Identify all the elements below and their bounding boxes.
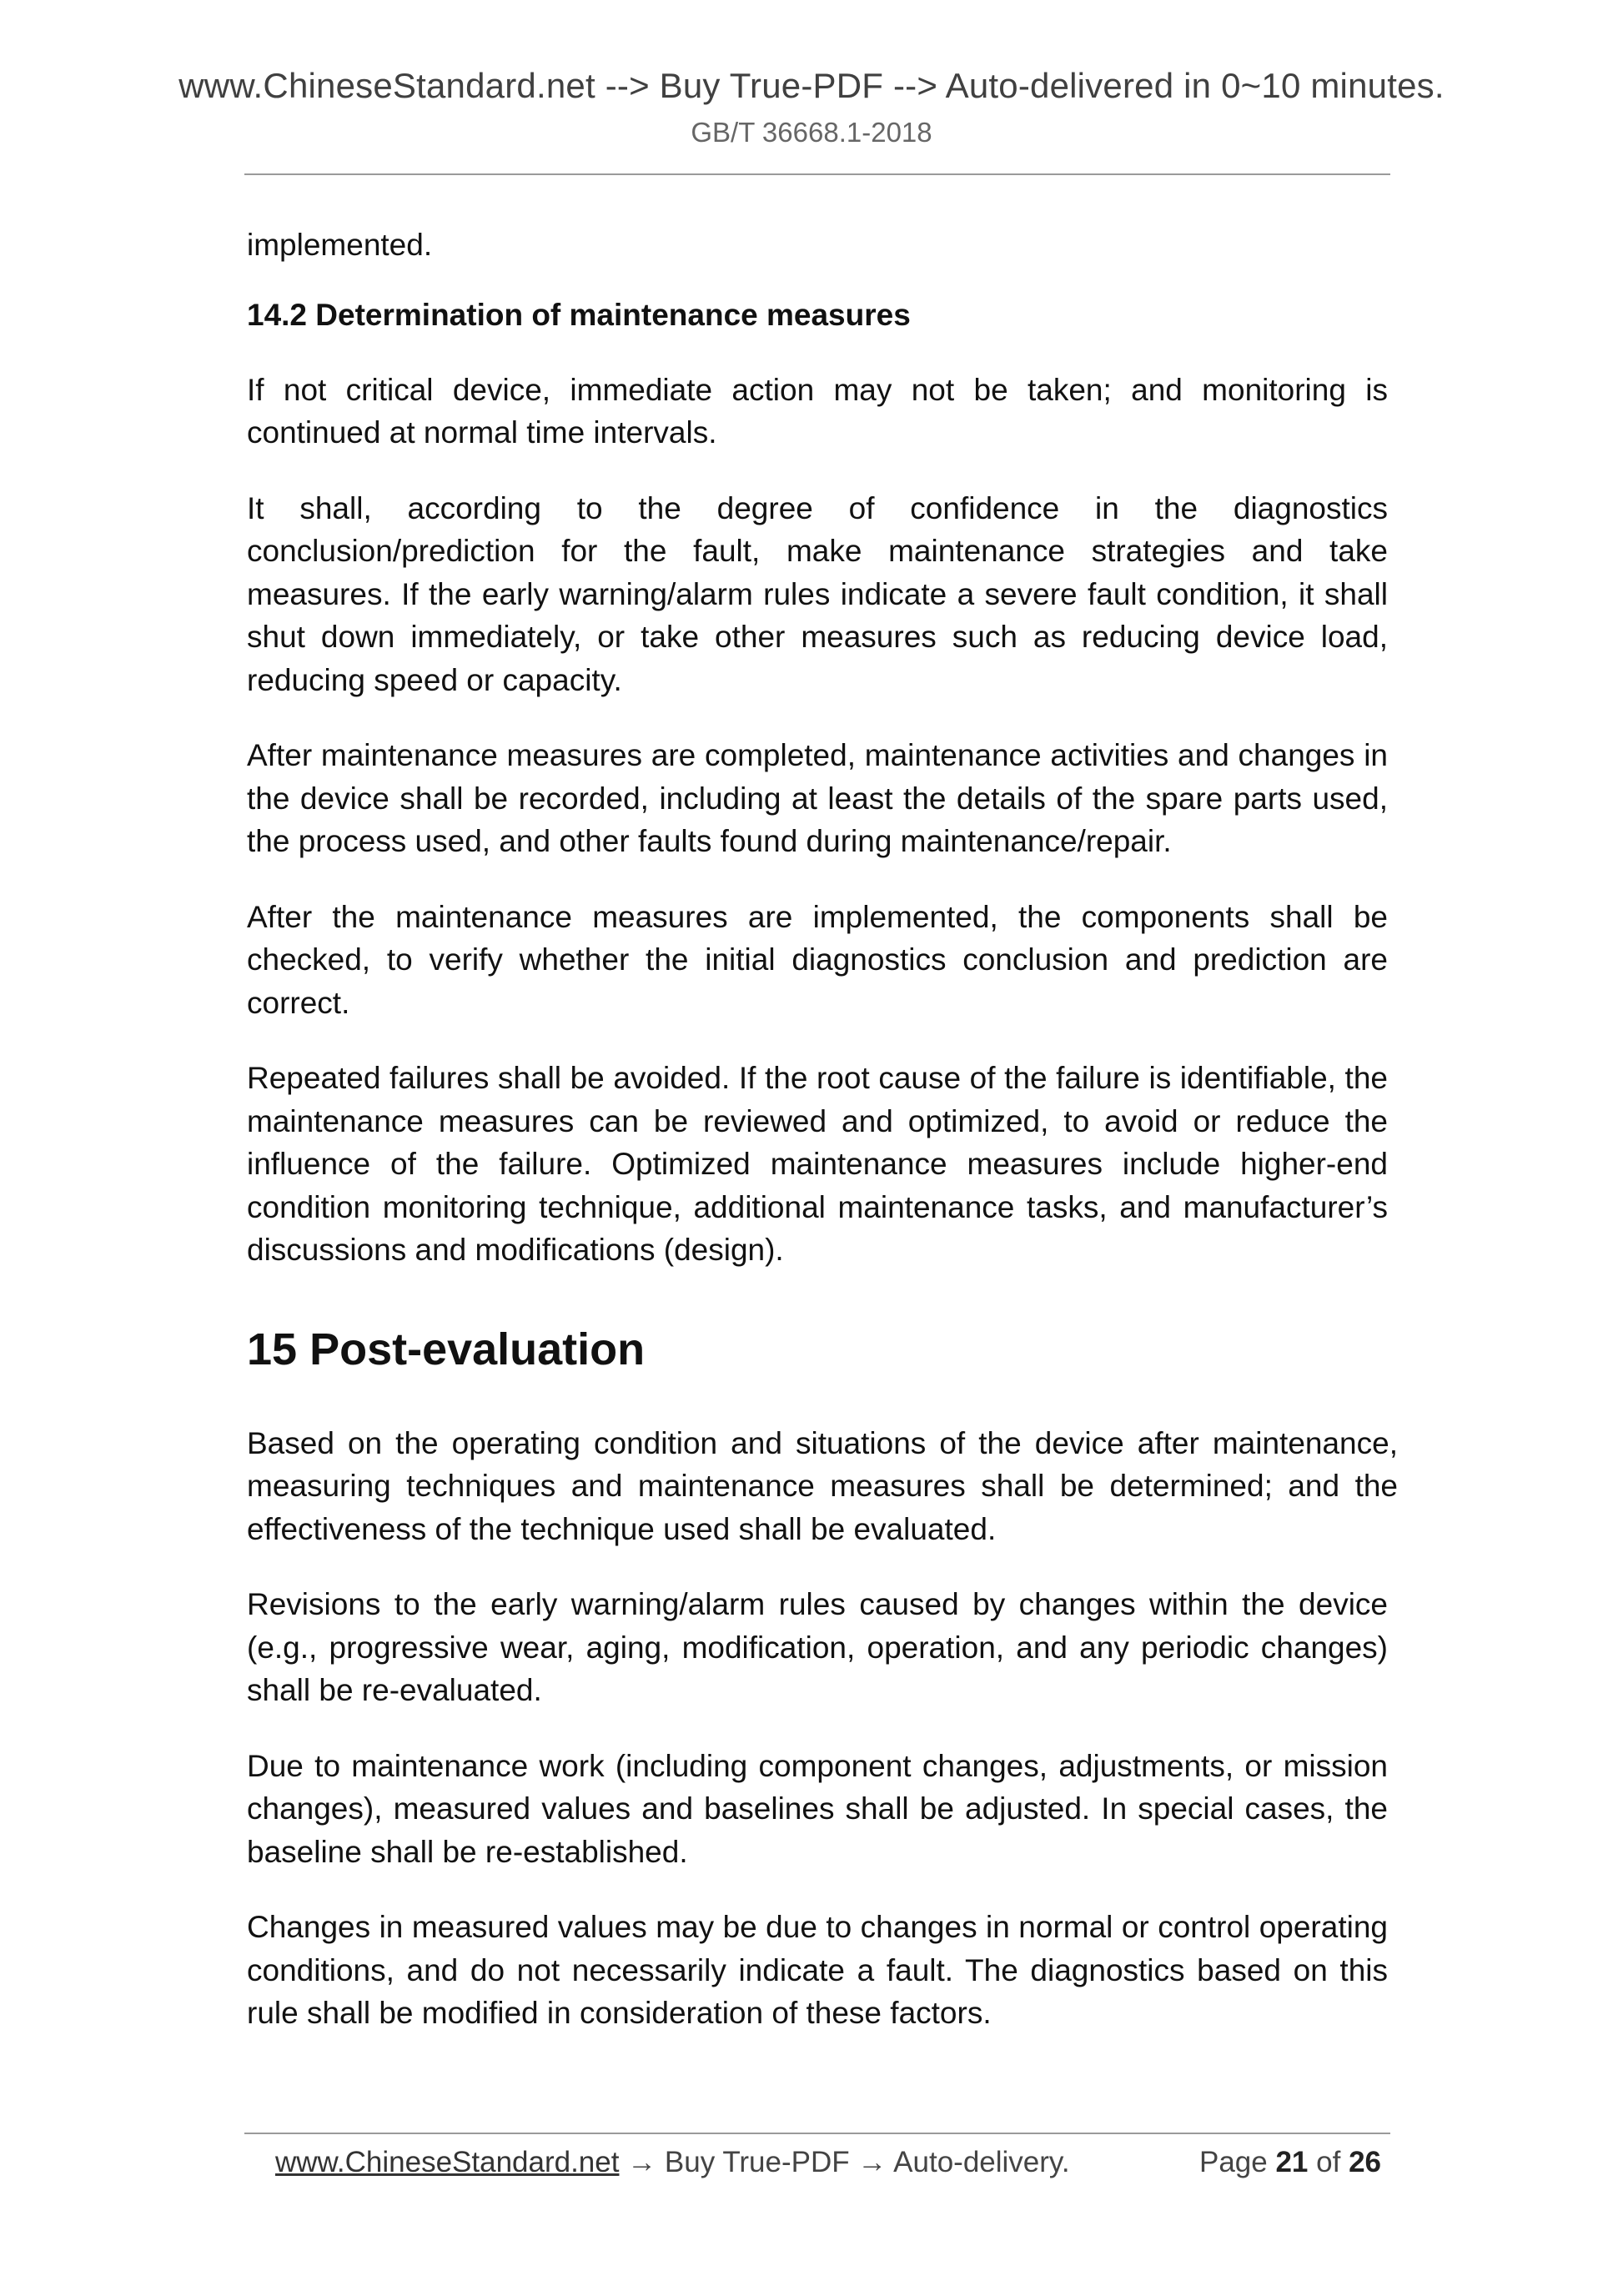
footer-divider <box>244 2133 1390 2134</box>
paragraph: After the maintenance measures are implemented, the components shall be checked, to verify whether the initial diagnostics conclusion and prediction are correct. <box>247 899 1388 1020</box>
of-label: of <box>1316 2146 1341 2178</box>
footer-promo-text: → Buy True-PDF → Auto-delivery. <box>619 2146 1070 2178</box>
page-header <box>0 65 1623 150</box>
paragraph: Due to maintenance work (including component changes, adjustments, or mission changes), measured values and baselines shall be adjusted. In special cases, the baseline shall be re-established. <box>247 1748 1388 1869</box>
footer-promo <box>275 2142 1070 2183</box>
page-footer <box>275 2142 1384 2183</box>
paragraph: Based on the operating condition and situations of the device after maintenance, measuring techniques and maintenance measures shall be determined; and the effectiveness of the technique used shall be evaluated. <box>247 1425 1398 1546</box>
header-divider <box>244 173 1390 175</box>
page-label: Page <box>1198 2146 1268 2178</box>
standard-number: GB/T 36668.1-2018 <box>691 117 932 148</box>
paragraph: After maintenance measures are completed, maintenance activities and changes in the device shall be recorded, including at least the details of the spare parts used, the process used, and other faults found during maintenance/repair. <box>247 738 1388 858</box>
document-body <box>247 224 1398 2067</box>
total-pages: 26 <box>1349 2146 1381 2178</box>
paragraph: Revisions to the early warning/alarm rules caused by changes within the device (e.g., progressive wear, aging, modification, operation, and any periodic changes) shall be re-evaluated. <box>247 1587 1388 1707</box>
footer-site-link[interactable]: www.ChineseStandard.net <box>275 2146 620 2178</box>
paragraph: It shall, according to the degree of confidence in the diagnostics conclusion/prediction for the fault, make maintenance strategies and take measures. If the early warning/alarm rules indicate a severe fault condition, it shall shut down immediately, or take other measures such as reducing device load, reducing speed or capacity. <box>247 490 1388 697</box>
section-15-heading: 15 Post-evaluation <box>247 1324 646 1374</box>
paragraph: Repeated failures shall be avoided. If the root cause of the failure is identifiable, the maintenance measures can be reviewed and optimized, to avoid or reduce the influence of the failure. Optimized maintenance measures include higher-end condition monitoring technique, additional maintenance tasks, and manufacturer’s discussions and modifications (design). <box>247 1061 1388 1267</box>
continued-paragraph: implemented. <box>247 228 433 262</box>
current-page: 21 <box>1275 2146 1309 2178</box>
page-number <box>1199 2142 1381 2183</box>
paragraph: If not critical device, immediate action may not be taken; and monitoring is continued at normal time intervals. <box>247 372 1388 450</box>
header-promo-line: www.ChineseStandard.net --> Buy True-PDF --> Auto-delivered in 0~10 minutes. <box>178 66 1445 105</box>
paragraph: Changes in measured values may be due to changes in normal or control operating conditions, and do not necessarily indicate a fault. The diagnostics based on this rule shall be modified in consideration of these factors. <box>247 1910 1388 2030</box>
section-14-2-heading: 14.2 Determination of maintenance measures <box>247 297 911 332</box>
